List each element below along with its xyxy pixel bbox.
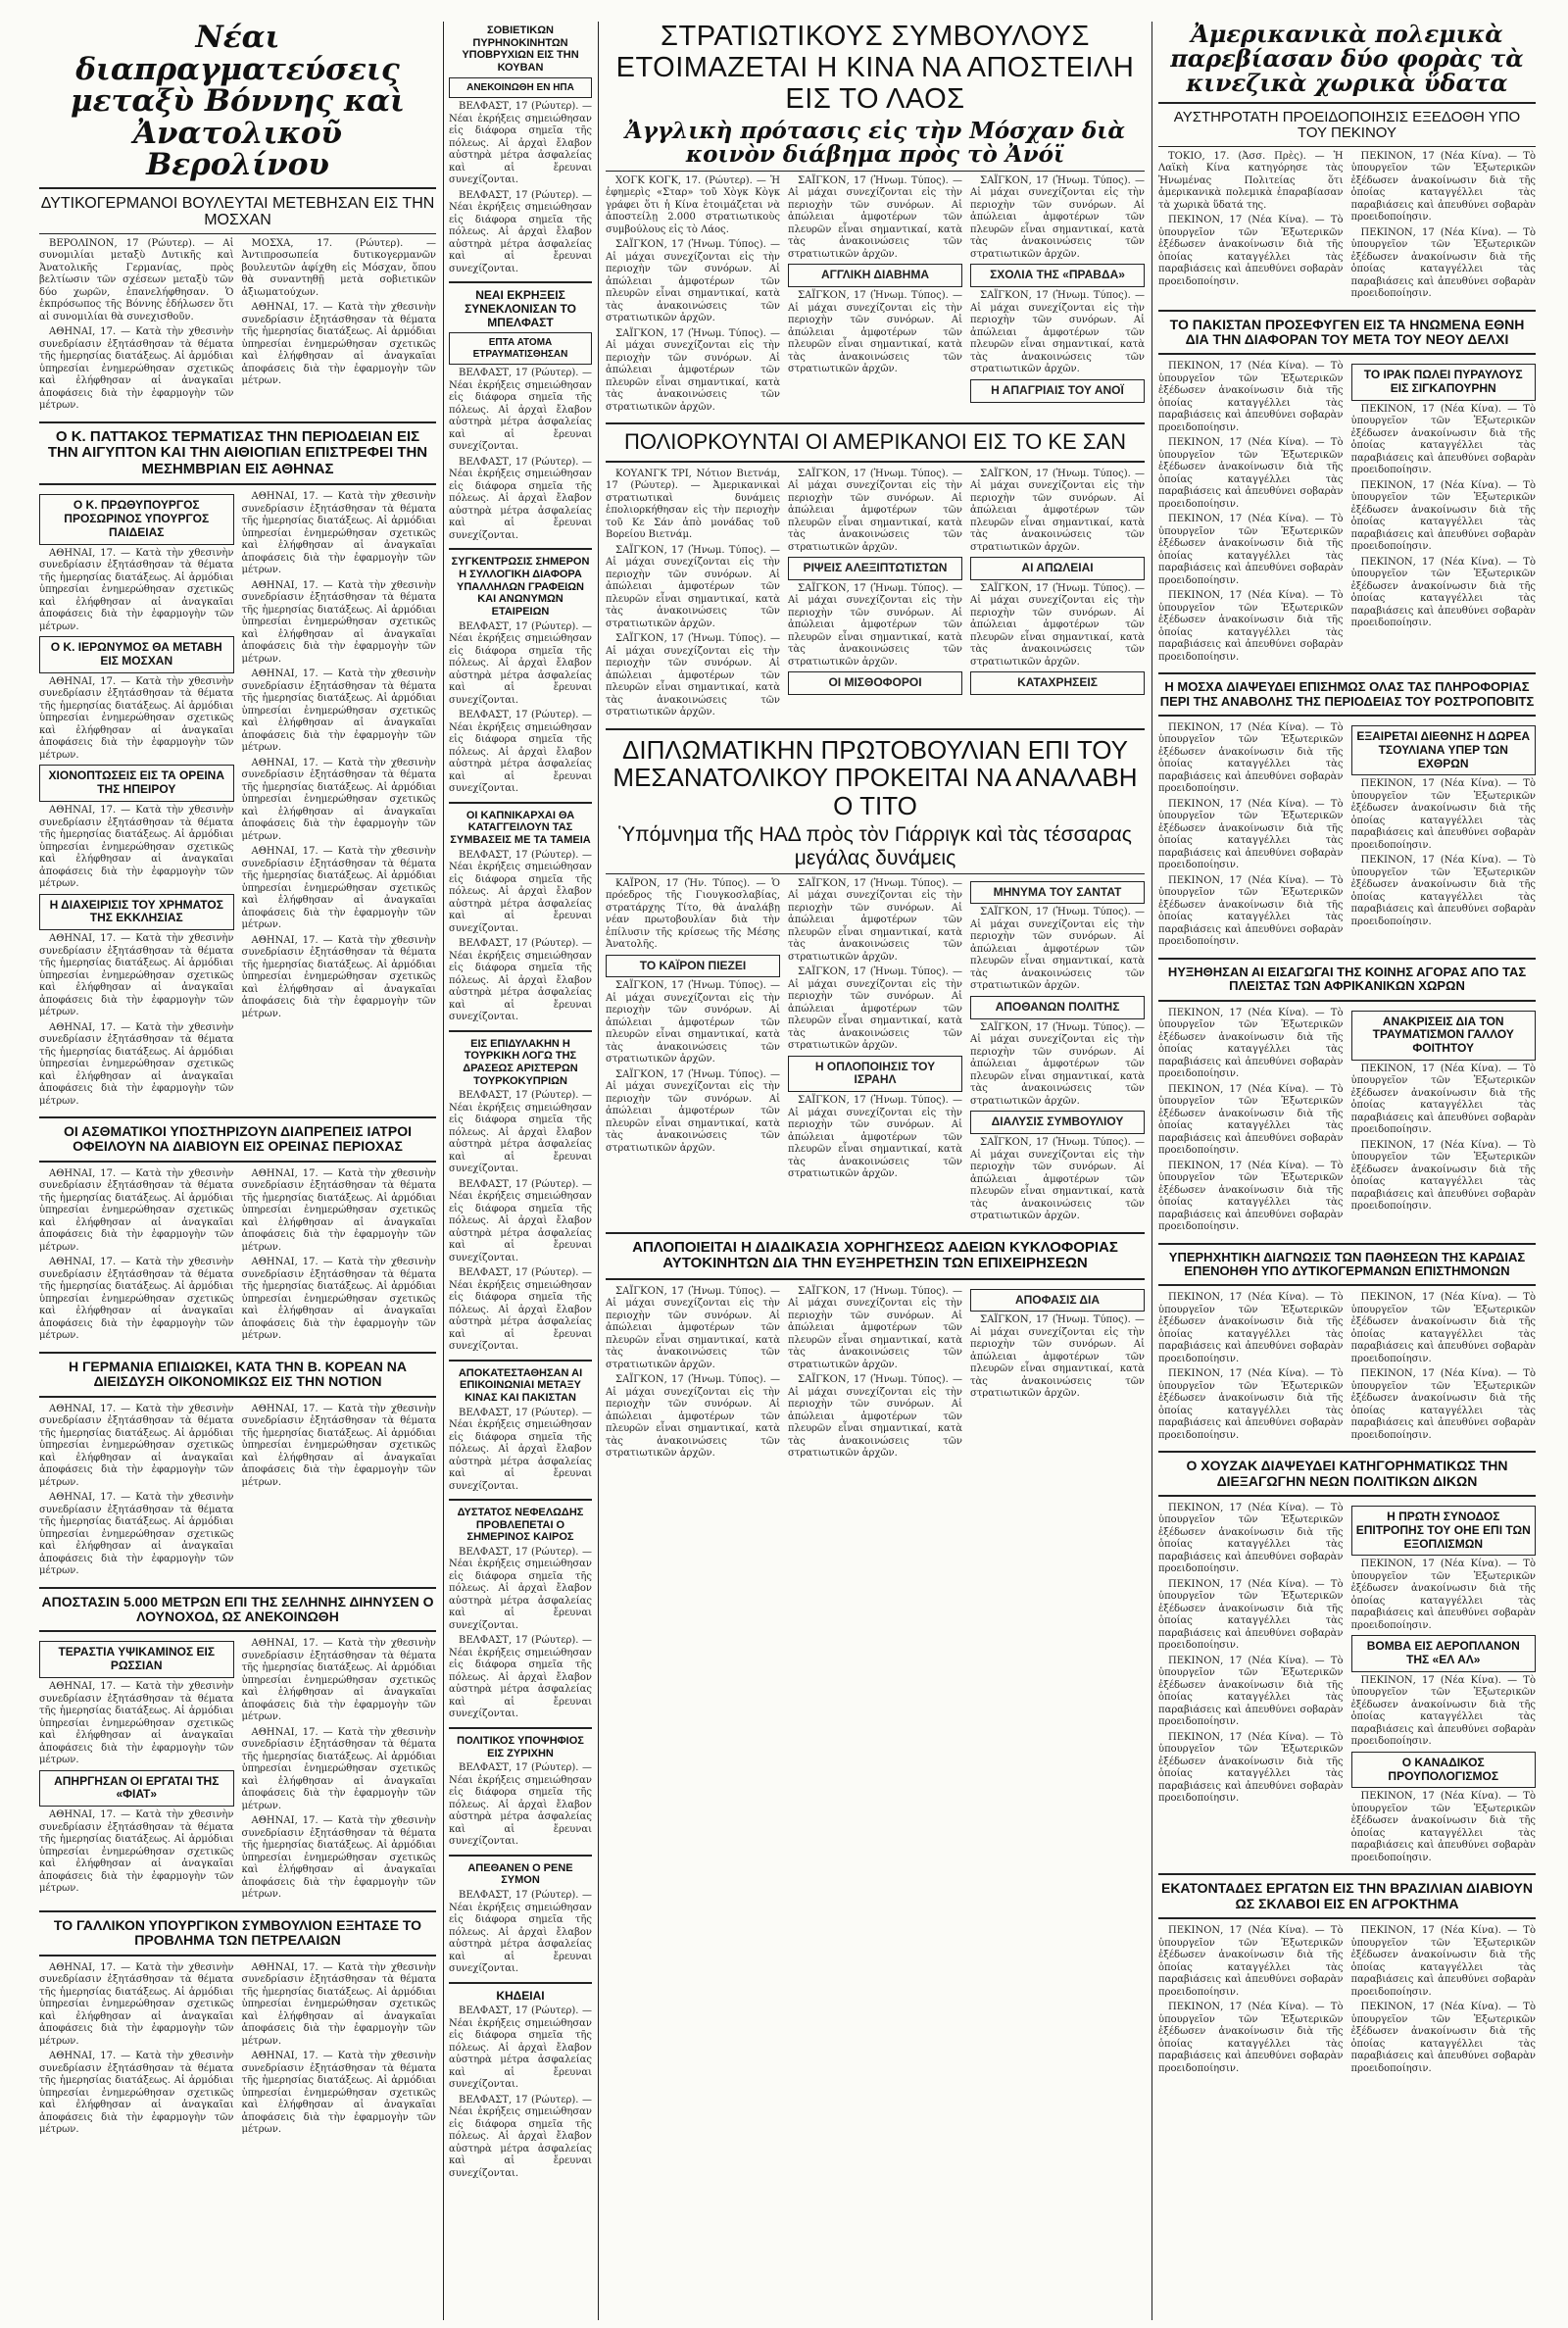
- article-text: ΒΕΛΦΑΣΤ, 17 (Ρώυτερ). — Νέαι ἐκρήξεις σημειώθησαν εἰς διάφορα σημεῖα τῆς πόλεως. Αἱ ἀρχαὶ ἔλαβον αὐστηρὰ μέτρα ἀσφαλείας καὶ αἱ ἔρευναι συνεχίζονται. ΒΕΛΦΑΣΤ, 17 (Ρώυτερ). — Νέαι ἐκρήξεις σημειώθησαν εἰς διάφορα σημεῖα τῆς πόλεως. Αἱ ἀρχαὶ ἔλαβον αὐστηρὰ μέτρα ἀσφαλείας καὶ αἱ ἔρευναι συνεχίζονται.: [449, 2006, 592, 2179]
- box-abuses: ΚΑΤΑΧΡΗΣΕΙΣ: [970, 671, 1145, 695]
- tito-headline: ΔΙΠΛΩΜΑΤΙΚΗΝ ΠΡΩΤΟΒΟΥΛΙΑΝ ΕΠΙ ΤΟΥ ΜΕΣΑΝΑΤΟΛΙΚΟΥ ΠΡΟΚΕΙΤΑΙ ΝΑ ΑΝΑΛΑΒΗ Ο ΤΙΤΟ: [612, 734, 1138, 820]
- box-sadat: ΜΗΝΥΜΑ ΤΟΥ ΣΑΝΤΑΤ: [970, 881, 1145, 905]
- tito-text-2: ΣΑΪΓΚΟΝ, 17 (Ἡνωμ. Τύπος). — Αἱ μάχαι συνεχίζονται εἰς τὴν περιοχὴν τῶν συνόρων. Αἱ ἀπώλειαι ἀμφοτέρων τῶν πλευρῶν εἶναι σημαντικαί, κατὰ τὰς ἀνακοινώσεις τῶν στρατιωτικῶν ἀρχῶν. ΣΑΪΓΚΟΝ, 17 (Ἡνωμ. Τύπος). — Αἱ μάχαι συνεχίζονται εἰς τὴν περιοχὴν τῶν συνόρων. Αἱ ἀπώλειαι ἀμφοτέρων τῶν πλευρῶν εἶναι σημαντικαί, κατὰ τὰς ἀνακοινώσεις τῶν στρατιωτικῶν ἀρχῶν. Η ΟΠΛΟΠΟΙΗΣΙΣ ΤΟΥ ΙΣΡΑΗΛ ΣΑΪΓΚΟΝ, 17 (Ἡνωμ. Τύπος). — Αἱ μάχαι συνεχίζονται εἰς τὴν περιοχὴν τῶν συνόρων. Αἱ ἀπώλειαι ἀμφοτέρων τῶν πλευρῶν εἶναι σημαντικαί, κατὰ τὰς ἀνακοινώσεις τῶν στρατιωτικῶν ἀρχῶν.: [788, 877, 962, 1180]
- imports-headline: ΗΥΞΗΘΗΣΑΝ ΑΙ ΕΙΣΑΓΩΓΑΙ ΤΗΣ ΚΟΙΝΗΣ ΑΓΟΡΑΣ ΑΠΟ ΤΑΣ ΠΛΕΙΣΤΑΣ ΤΩΝ ΑΦΡΙΚΑΝΙΚΩΝ ΧΩΡΩΝ: [1167, 964, 1527, 994]
- funerals-headline: ΚΗΔΕΙΑΙ: [496, 1988, 545, 2003]
- article-text: ΒΕΛΦΑΣΤ, 17 (Ρώυτερ). — Νέαι ἐκρήξεις σημειώθησαν εἰς διάφορα σημεῖα τῆς πόλεως. Αἱ ἀρχαὶ ἔλαβον αὐστηρὰ μέτρα ἀσφαλείας καὶ αἱ ἔρευναι συνεχίζονται.: [449, 1407, 592, 1492]
- warships-text-2: ΠΕΚΙΝΟΝ, 17 (Νέα Κίνα). — Τὸ ὑπουργεῖον τῶν Ἐξωτερικῶν ἐξέδωσεν ἀνακοίνωσιν διὰ τῆς ὁποίας καταγγέλλει τὰς παραβιάσεις καὶ ἀπευθύνει σοβαρὰν προειδοποίησιν. ΠΕΚΙΝΟΝ, 17 (Νέα Κίνα). — Τὸ ὑπουργεῖον τῶν Ἐξωτερικῶν ἐξέδωσεν ἀνακοίνωσιν διὰ τῆς ὁποίας καταγγέλλει τὰς παραβιάσεις καὶ ἀπευθύνει σοβαρὰν προειδοποίησιν.: [1350, 150, 1536, 300]
- pakistan-text: ΠΕΚΙΝΟΝ, 17 (Νέα Κίνα). — Τὸ ὑπουργεῖον τῶν Ἐξωτερικῶν ἐξέδωσεν ἀνακοίνωσιν διὰ τῆς ὁποίας καταγγέλλει τὰς παραβιάσεις καὶ ἀπευθύνει σοβαρὰν προειδοποίησιν. ΠΕΚΙΝΟΝ, 17 (Νέα Κίνα). — Τὸ ὑπουργεῖον τῶν Ἐξωτερικῶν ἐξέδωσεν ἀνακοίνωσιν διὰ τῆς ὁποίας καταγγέλλει τὰς παραβιάσεις καὶ ἀπευθύνει σοβαρὰν προειδοποίησιν. ΠΕΚΙΝΟΝ, 17 (Νέα Κίνα). — Τὸ ὑπουργεῖον τῶν Ἐξωτερικῶν ἐξέδωσεν ἀνακοίνωσιν διὰ τῆς ὁποίας καταγγέλλει τὰς παραβιάσεις καὶ ἀπευθύνει σοβαρὰν προειδοποίησιν. ΠΕΚΙΝΟΝ, 17 (Νέα Κίνα). — Τὸ ὑπουργεῖον τῶν Ἐξωτερικῶν ἐξέδωσεν ἀνακοίνωσιν διὰ τῆς ὁποίας καταγγέλλει τὰς παραβιάσεις καὶ ἀπευθύνει σοβαρὰν προειδοποίησιν.: [1158, 361, 1344, 663]
- lead-headline: Νέαι διαπραγματεύσεις μεταξὺ Βόννης καὶ Ἀνατολικοῦ Βερολίνου: [70, 22, 406, 183]
- box-un-committee: Η ΠΡΩΤΗ ΣΥΝΟΔΟΣ ΕΠΙΤΡΟΠΗΣ ΤΟΥ ΟΗΕ ΕΠΙ ΤΩΝ ΕΞΟΠΛΙΣΜΩΝ: [1351, 1506, 1537, 1556]
- asthma-text-2: ΑΘΗΝΑΙ, 17. — Κατὰ τὴν χθεσινὴν συνεδρίασιν ἐξητάσθησαν τὰ θέματα τῆς ἡμερησίας διατάξεως. Αἱ ἀρμόδιαι ὑπηρεσίαι ἐνημερώθησαν σχετικῶς καὶ ἐλήφθησαν αἱ ἀναγκαῖαι ἀποφάσεις διὰ τὴν ἐφαρμογὴν τῶν μέτρων. ΑΘΗΝΑΙ, 17. — Κατὰ τὴν χθεσινὴν συνεδρίασιν ἐξητάσθησαν τὰ θέματα τῆς ἡμερησίας διατάξεως. Αἱ ἀρμόδιαι ὑπηρεσίαι ἐνημερώθησαν σχετικῶς καὶ ἐλήφθησαν αἱ ἀναγκαῖαι ἀποφάσεις διὰ τὴν ἐφαρμογὴν τῶν μέτρων.: [241, 1167, 436, 1342]
- turkey-headline: ΕΙΣ ΕΠΙΔΥΛΑΚΗΝ Η ΤΟΥΡΚΙΚΗ ΛΟΓΩ ΤΗΣ ΔΡΑΣΕΩΣ ΑΡΙΣΤΕΡΩΝ ΤΟΥΡΚΟΚΥΠΡΙΩΝ: [463, 1037, 578, 1087]
- box-losses: ΑΙ ΑΠΩΛΕΙΑΙ: [970, 557, 1145, 580]
- warships-text: ΤΟΚΙΟ, 17. (Ἀσσ. Πρὲς). — Ἡ Λαϊκὴ Κίνα κατηγόρησε τὰς Ἡνωμένας Πολιτείας ὅτι ἀμερικανικὰ πολεμικὰ ἐπαραβίασαν τὰ χωρικὰ ὕδατά της. ΠΕΚΙΝΟΝ, 17 (Νέα Κίνα). — Τὸ ὑπουργεῖον τῶν Ἐξωτερικῶν ἐξέδωσεν ἀνακοίνωσιν διὰ τῆς ὁποίας καταγγέλλει τὰς παραβιάσεις καὶ ἀπευθύνει σοβαρὰν προειδοποίησιν.: [1158, 150, 1344, 287]
- box-israel-arms: Η ΟΠΛΟΠΟΙΗΣΙΣ ΤΟΥ ΙΣΡΑΗΛ: [788, 1056, 962, 1093]
- china-laos-text-3: ΣΑΪΓΚΟΝ, 17 (Ἡνωμ. Τύπος). — Αἱ μάχαι συνεχίζονται εἰς τὴν περιοχὴν τῶν συνόρων. Αἱ ἀπώλειαι ἀμφοτέρων τῶν πλευρῶν εἶναι σημαντικαί, κατὰ τὰς ἀνακοινώσεις τῶν στρατιωτικῶν ἀρχῶν. ΣΧΟΛΙΑ ΤΗΣ «ΠΡΑΒΔΑ» ΣΑΪΓΚΟΝ, 17 (Ἡνωμ. Τύπος). — Αἱ μάχαι συνεχίζονται εἰς τὴν περιοχὴν τῶν συνόρων. Αἱ ἀπώλειαι ἀμφοτέρων τῶν πλευρῶν εἶναι σημαντικαί, κατὰ τὰς ἀνακοινώσεις τῶν στρατιωτικῶν ἀρχῶν. Η ΑΠΑΓΡΙΑΙΣ ΤΟΥ ΑΝΟΪ: [970, 175, 1145, 418]
- tito-text-3: ΜΗΝΥΜΑ ΤΟΥ ΣΑΝΤΑΤ ΣΑΪΓΚΟΝ, 17 (Ἡνωμ. Τύπος). — Αἱ μάχαι συνεχίζονται εἰς τὴν περιοχὴν τῶν συνόρων. Αἱ ἀπώλειαι ἀμφοτέρων τῶν πλευρῶν εἶναι σημαντικαί, κατὰ τὰς ἀνακοινώσεις τῶν στρατιωτικῶν ἀρχῶν. ΑΠΟΘΑΝΩΝ ΠΟΛΙΤΗΣ ΣΑΪΓΚΟΝ, 17 (Ἡνωμ. Τύπος). — Αἱ μάχαι συνεχίζονται εἰς τὴν περιοχὴν τῶν συνόρων. Αἱ ἀπώλειαι ἀμφοτέρων τῶν πλευρῶν εἶναι σημαντικαί, κατὰ τὰς ἀνακοινώσεις τῶν στρατιωτικῶν ἀρχῶν. ΔΙΑΛΥΣΙΣ ΣΥΜΒΟΥΛΙΟΥ ΣΑΪΓΚΟΝ, 17 (Ἡνωμ. Τύπος). — Αἱ μάχαι συνεχίζονται εἰς τὴν περιοχὴν τῶν συνόρων. Αἱ ἀπώλειαι ἀμφοτέρων τῶν πλευρῶν εἶναι σημαντικαί, κατὰ τὰς ἀνακοινώσεις τῶν στρατιωτικῶν ἀρχῶν.: [970, 878, 1145, 1226]
- heart-text: ΠΕΚΙΝΟΝ, 17 (Νέα Κίνα). — Τὸ ὑπουργεῖον τῶν Ἐξωτερικῶν ἐξέδωσεν ἀνακοίνωσιν διὰ τῆς ὁποίας καταγγέλλει τὰς παραβιάσεις καὶ ἀπευθύνει σοβαρὰν προειδοποίησιν. ΠΕΚΙΝΟΝ, 17 (Νέα Κίνα). — Τὸ ὑπουργεῖον τῶν Ἐξωτερικῶν ἐξέδωσεν ἀνακοίνωσιν διὰ τῆς ὁποίας καταγγέλλει τὰς παραβιάσεις καὶ ἀπευθύνει σοβαρὰν προειδοποίησιν.: [1158, 1292, 1344, 1441]
- box-british-demarche: ΑΓΓΛΙΚΗ ΔΙΑΒΗΜΑ: [788, 264, 962, 287]
- box-hanoi: Η ΑΠΑΓΡΙΑΙΣ ΤΟΥ ΑΝΟΪ: [970, 379, 1145, 403]
- article-text: ΑΘΗΝΑΙ, 17. — Κατὰ τὴν χθεσινὴν συνεδρίασιν ἐξητάσθησαν τὰ θέματα τῆς ἡμερησίας διατάξεως. Αἱ ἀρμόδιαι ὑπηρεσίαι ἐνημερώθησαν σχετικῶς καὶ ἐλήφθησαν αἱ ἀναγκαῖαι ἀποφάσεις διὰ τὴν ἐφαρμογὴν τῶν μέτρων.: [39, 675, 234, 761]
- box-injured: ΕΠΤΑ ΑΤΟΜΑ ΕΤΡΑΥΜΑΤΙΣΘΗΣΑΝ: [449, 332, 592, 365]
- moon-headline: ΑΠΟΣΤΑΣΙΝ 5.000 ΜΕΤΡΩΝ ΕΠΙ ΤΗΣ ΣΕΛΗΝΗΣ ΔΙΗΝΥΣΕΝ Ο ΛΟΥΝΟΧΟΔ, ΩΣ ΑΝΕΚΟΙΝΩΘΗ: [41, 1593, 434, 1625]
- article-text: ΑΘΗΝΑΙ, 17. — Κατὰ τὴν χθεσινὴν συνεδρίασιν ἐξητάσθησαν τὰ θέματα τῆς ἡμερησίας διατάξεως. Αἱ ἀρμόδιαι ὑπηρεσίαι ἐνημερώθησαν σχετικῶς καὶ ἐλήφθησαν αἱ ἀναγκαῖαι ἀποφάσεις διὰ τὴν ἐφαρμογὴν τῶν μέτρων.: [39, 805, 234, 889]
- rostropovich-headline: Η ΜΟΣΧΑ ΔΙΑΨΕΥΔΕΙ ΕΠΙΣΗΜΩΣ ΟΛΑΣ ΤΑΣ ΠΛΗΡΟΦΟΡΙΑΣ ΠΕΡΙ ΤΗΣ ΑΝΑΒΟΛΗΣ ΤΗΣ ΠΕΡΙΟΔΕΙΑΣ ΤΟΥ ΡΟΣΤΡΟΠΟΒΙΤΣ: [1159, 679, 1535, 709]
- box-pravda: ΣΧΟΛΙΑ ΤΗΣ «ΠΡΑΒΔΑ»: [970, 264, 1145, 287]
- article-text: ΠΕΚΙΝΟΝ, 17 (Νέα Κίνα). — Τὸ ὑπουργεῖον τῶν Ἐξωτερικῶν ἐξέδωσεν ἀνακοίνωσιν διὰ τῆς ὁποίας καταγγέλλει τὰς παραβιάσεις καὶ ἀπευθύνει σοβαρὰν προειδοποίησιν. ΠΕΚΙΝΟΝ, 17 (Νέα Κίνα). — Τὸ ὑπουργεῖον τῶν Ἐξωτερικῶν ἐξέδωσεν ἀνακοίνωσιν διὰ τῆς ὁποίας καταγγέλλει τὰς παραβιάσεις καὶ ἀπευθύνει σοβαρὰν προειδοποίησιν.: [1350, 1063, 1536, 1213]
- lead-subheadline: ΔΥΤΙΚΟΓΕΡΜΑΝΟΙ ΒΟΥΛΕΥΤΑΙ ΜΕΤΕΒΗΣΑΝ ΕΙΣ ΤΗΝ ΜΟΣΧΑΝ: [40, 194, 435, 229]
- box-decision: ΑΠΟΦΑΣΙΣ ΔΙΑ: [970, 1289, 1145, 1313]
- zurich-headline: ΠΟΛΙΤΙΚΟΣ ΥΠΟΨΗΦΙΟΣ ΕΙΣ ΖΥΡΙΧΗΝ: [457, 1734, 584, 1759]
- oil-text: ΑΘΗΝΑΙ, 17. — Κατὰ τὴν χθεσινὴν συνεδρίασιν ἐξητάσθησαν τὰ θέματα τῆς ἡμερησίας διατάξεως. Αἱ ἀρμόδιαι ὑπηρεσίαι ἐνημερώθησαν σχετικῶς καὶ ἐλήφθησαν αἱ ἀναγκαῖαι ἀποφάσεις διὰ τὴν ἐφαρμογὴν τῶν μέτρων. ΑΘΗΝΑΙ, 17. — Κατὰ τὴν χθεσινὴν συνεδρίασιν ἐξητάσθησαν τὰ θέματα τῆς ἡμερησίας διατάξεως. Αἱ ἀρμόδιαι ὑπηρεσίαι ἐνημερώθησαν σχετικῶς καὶ ἐλήφθησαν αἱ ἀναγκαῖαι ἀποφάσεις διὰ τὴν ἐφαρμογὴν τῶν μέτρων.: [39, 1961, 234, 2136]
- khe-sanh-headline: ΠΟΛΙΟΡΚΟΥΝΤΑΙ ΟΙ ΑΜΕΡΙΚΑΝΟΙ ΕΙΣ ΤΟ ΚΕ ΣΑΝ: [623, 429, 1126, 455]
- box-ieronymos: Ο Κ. ΙΕΡΩΝΥΜΟΣ ΘΑ ΜΕΤΑΒΗ ΕΙΣ ΜΟΣΧΑΝ: [39, 636, 234, 673]
- moon-text: ΑΘΗΝΑΙ, 17. — Κατὰ τὴν χθεσινὴν συνεδρίασιν ἐξητάσθησαν τὰ θέματα τῆς ἡμερησίας διατάξεως. Αἱ ἀρμόδιαι ὑπηρεσίαι ἐνημερώθησαν σχετικῶς καὶ ἐλήφθησαν αἱ ἀναγκαῖαι ἀποφάσεις διὰ τὴν ἐφαρμογὴν τῶν μέτρων. ΑΘΗΝΑΙ, 17. — Κατὰ τὴν χθεσινὴν συνεδρίασιν ἐξητάσθησαν τὰ θέματα τῆς ἡμερησίας διατάξεως. Αἱ ἀρμόδιαι ὑπηρεσίαι ἐνημερώθησαν σχετικῶς καὶ ἐλήφθησαν αἱ ἀναγκαῖαι ἀποφάσεις διὰ τὴν ἐφαρμογὴν τῶν μέτρων. ΑΘΗΝΑΙ, 17. — Κατὰ τὴν χθεσινὴν συνεδρίασιν ἐξητάσθησαν τὰ θέματα τῆς ἡμερησίας διατάξεως. Αἱ ἀρμόδιαι ὑπηρεσίαι ἐνημερώθησαν σχετικῶς καὶ ἐλήφθησαν αἱ ἀναγκαῖαι ἀποφάσεις διὰ τὴν ἐφαρμογὴν τῶν μέτρων.: [241, 1638, 436, 1901]
- article-text: ΒΕΛΦΑΣΤ, 17 (Ρώυτερ). — Νέαι ἐκρήξεις σημειώθησαν εἰς διάφορα σημεῖα τῆς πόλεως. Αἱ ἀρχαὶ ἔλαβον αὐστηρὰ μέτρα ἀσφαλείας καὶ αἱ ἔρευναι συνεχίζονται. ΒΕΛΦΑΣΤ, 17 (Ρώυτερ). — Νέαι ἐκρήξεις σημειώθησαν εἰς διάφορα σημεῖα τῆς πόλεως. Αἱ ἀρχαὶ ἔλαβον αὐστηρὰ μέτρα ἀσφαλείας καὶ αἱ ἔρευναι συνεχίζονται. ΒΕΛΦΑΣΤ, 17 (Ρώυτερ). — Νέαι ἐκρήξεις σημειώθησαν εἰς διάφορα σημεῖα τῆς πόλεως. Αἱ ἀρχαὶ ἔλαβον αὐστηρὰ μέτρα ἀσφαλείας καὶ αἱ ἔρευναι συνεχίζονται.: [449, 1090, 592, 1353]
- heart-headline: ΥΠΕΡΗΧΗΤΙΚΗ ΔΙΑΓΝΩΣΙΣ ΤΩΝ ΠΑΘΗΣΕΩΝ ΤΗΣ ΚΑΡΔΙΑΣ ΕΠΕΝΟΗΘΗ ΥΠΟ ΔΥΤΙΚΟΓΕΡΜΑΝΩΝ ΕΠΙΣΤΗΜΟΝΩΝ: [1168, 1249, 1526, 1278]
- khe-sanh-text-3: ΣΑΪΓΚΟΝ, 17 (Ἡνωμ. Τύπος). — Αἱ μάχαι συνεχίζονται εἰς τὴν περιοχὴν τῶν συνόρων. Αἱ ἀπώλειαι ἀμφοτέρων τῶν πλευρῶν εἶναι σημαντικαί, κατὰ τὰς ἀνακοινώσεις τῶν στρατιωτικῶν ἀρχῶν. ΑΙ ΑΠΩΛΕΙΑΙ ΣΑΪΓΚΟΝ, 17 (Ἡνωμ. Τύπος). — Αἱ μάχαι συνεχίζονται εἰς τὴν περιοχὴν τῶν συνόρων. Αἱ ἀπώλειαι ἀμφοτέρων τῶν πλευρῶν εἶναι σημαντικαί, κατὰ τὰς ἀνακοινώσεις τῶν στρατιωτικῶν ἀρχῶν. ΚΑΤΑΧΡΗΣΕΙΣ: [970, 469, 1145, 722]
- article-text: ΑΘΗΝΑΙ, 17. — Κατὰ τὴν χθεσινὴν συνεδρίασιν ἐξητάσθησαν τὰ θέματα τῆς ἡμερησίας διατάξεως. Αἱ ἀρμόδιαι ὑπηρεσίαι ἐνημερώθησαν σχετικῶς καὶ ἐλήφθησαν αἱ ἀναγκαῖαι ἀποφάσεις διὰ τὴν ἐφαρμογὴν τῶν μέτρων.: [39, 1681, 234, 1766]
- article-text: ΒΕΛΦΑΣΤ, 17 (Ρώυτερ). — Νέαι ἐκρήξεις σημειώθησαν εἰς διάφορα σημεῖα τῆς πόλεως. Αἱ ἀρχαὶ ἔλαβον αὐστηρὰ μέτρα ἀσφαλείας καὶ αἱ ἔρευναι συνεχίζονται.: [449, 1890, 592, 1975]
- column-left: [39, 22, 436, 2320]
- box-mercenaries: ΟΙ ΜΙΣΘΟΦΟΡΟΙ: [788, 671, 962, 695]
- tobacco-headline: ΟΙ ΚΑΠΝΙΚΑΡΧΑΙ ΘΑ ΚΑΤΑΓΓΕΙΛΟΥΝ ΤΑΣ ΣΥΜΒΑΣΕΙΣ ΜΕ ΤΑ ΤΑΜΕΙΑ: [450, 809, 591, 846]
- pattakos-text: ΑΘΗΝΑΙ, 17. — Κατὰ τὴν χθεσινὴν συνεδρίασιν ἐξητάσθησαν τὰ θέματα τῆς ἡμερησίας διατάξεως. Αἱ ἀρμόδιαι ὑπηρεσίαι ἐνημερώθησαν σχετικῶς καὶ ἐλήφθησαν αἱ ἀναγκαῖαι ἀποφάσεις διὰ τὴν ἐφαρμογὴν τῶν μέτρων. ΑΘΗΝΑΙ, 17. — Κατὰ τὴν χθεσινὴν συνεδρίασιν ἐξητάσθησαν τὰ θέματα τῆς ἡμερησίας διατάξεως. Αἱ ἀρμόδιαι ὑπηρεσίαι ἐνημερώθησαν σχετικῶς καὶ ἐλήφθησαν αἱ ἀναγκαῖαι ἀποφάσεις διὰ τὴν ἐφαρμογὴν τῶν μέτρων. ΑΘΗΝΑΙ, 17. — Κατὰ τὴν χθεσινὴν συνεδρίασιν ἐξητάσθησαν τὰ θέματα τῆς ἡμερησίας διατάξεως. Αἱ ἀρμόδιαι ὑπηρεσίαι ἐνημερώθησαν σχετικῶς καὶ ἐλήφθησαν αἱ ἀναγκαῖαι ἀποφάσεις διὰ τὴν ἐφαρμογὴν τῶν μέτρων. ΑΘΗΝΑΙ, 17. — Κατὰ τὴν χθεσινὴν συνεδρίασιν ἐξητάσθησαν τὰ θέματα τῆς ἡμερησίας διατάξεως. Αἱ ἀρμόδιαι ὑπηρεσίαι ἐνημερώθησαν σχετικῶς καὶ ἐλήφθησαν αἱ ἀναγκαῖαι ἀποφάσεις διὰ τὴν ἐφαρμογὴν τῶν μέτρων. ΑΘΗΝΑΙ, 17. — Κατὰ τὴν χθεσινὴν συνεδρίασιν ἐξητάσθησαν τὰ θέματα τῆς ἡμερησίας διατάξεως. Αἱ ἀρμόδιαι ὑπηρεσίαι ἐνημερώθησαν σχετικῶς καὶ ἐλήφθησαν αἱ ἀναγκαῖαι ἀποφάσεις διὰ τὴν ἐφαρμογὴν τῶν μέτρων. ΑΘΗΝΑΙ, 17. — Κατὰ τὴν χθεσινὴν συνεδρίασιν ἐξητάσθησαν τὰ θέματα τῆς ἡμερησίας διατάξεως. Αἱ ἀρμόδιαι ὑπηρεσίαι ἐνημερώθησαν σχετικῶς καὶ ἐλήφθησαν αἱ ἀναγκαῖαι ἀποφάσεις διὰ τὴν ἐφαρμογὴν τῶν μέτρων.: [241, 491, 436, 1019]
- box-el-al-bomb: ΒΟΜΒΑ ΕΙΣ ΑΕΡΟΠΛΑΝΟΝ ΤΗΣ «ΕΛ ΑΛ»: [1351, 1635, 1537, 1672]
- box-student: ΑΝΑΚΡΙΣΕΙΣ ΔΙΑ ΤΟΝ ΤΡΑΥΜΑΤΙΣΜΟΝ ΓΑΛΛΟΥ ΦΟΙΤΗΤΟΥ: [1351, 1011, 1537, 1061]
- china-laos-text-2: ΣΑΪΓΚΟΝ, 17 (Ἡνωμ. Τύπος). — Αἱ μάχαι συνεχίζονται εἰς τὴν περιοχὴν τῶν συνόρων. Αἱ ἀπώλειαι ἀμφοτέρων τῶν πλευρῶν εἶναι σημαντικαί, κατὰ τὰς ἀνακοινώσεις τῶν στρατιωτικῶν ἀρχῶν. ΑΓΓΛΙΚΗ ΔΙΑΒΗΜΑ ΣΑΪΓΚΟΝ, 17 (Ἡνωμ. Τύπος). — Αἱ μάχαι συνεχίζονται εἰς τὴν περιοχὴν τῶν συνόρων. Αἱ ἀπώλειαι ἀμφοτέρων τῶν πλευρῶν εἶναι σημαντικαί, κατὰ τὰς ἀνακοινώσεις τῶν στρατιωτικῶν ἀρχῶν.: [788, 174, 962, 375]
- license-text: ΣΑΪΓΚΟΝ, 17 (Ἡνωμ. Τύπος). — Αἱ μάχαι συνεχίζονται εἰς τὴν περιοχὴν τῶν συνόρων. Αἱ ἀπώλειαι ἀμφοτέρων τῶν πλευρῶν εἶναι σημαντικαί, κατὰ τὰς ἀνακοινώσεις τῶν στρατιωτικῶν ἀρχῶν. ΣΑΪΓΚΟΝ, 17 (Ἡνωμ. Τύπος). — Αἱ μάχαι συνεχίζονται εἰς τὴν περιοχὴν τῶν συνόρων. Αἱ ἀπώλειαι ἀμφοτέρων τῶν πλευρῶν εἶναι σημαντικαί, κατὰ τὰς ἀνακοινώσεις τῶν στρατιωτικῶν ἀρχῶν.: [606, 1285, 780, 1459]
- khe-sanh-text-2: ΣΑΪΓΚΟΝ, 17 (Ἡνωμ. Τύπος). — Αἱ μάχαι συνεχίζονται εἰς τὴν περιοχὴν τῶν συνόρων. Αἱ ἀπώλειαι ἀμφοτέρων τῶν πλευρῶν εἶναι σημαντικαί, κατὰ τὰς ἀνακοινώσεις τῶν στρατιωτικῶν ἀρχῶν. ΡΙΨΕΙΣ ΑΛΕΞΙΠΤΩΤΙΣΤΩΝ ΣΑΪΓΚΟΝ, 17 (Ἡνωμ. Τύπος). — Αἱ μάχαι συνεχίζονται εἰς τὴν περιοχὴν τῶν συνόρων. Αἱ ἀπώλειαι ἀμφοτέρων τῶν πλευρῶν εἶναι σημαντικαί, κατὰ τὰς ἀνακοινώσεις τῶν στρατιωτικῶν ἀρχῶν. ΟΙ ΜΙΣΘΟΦΟΡΟΙ: [788, 469, 962, 722]
- rostropovich-text: ΠΕΚΙΝΟΝ, 17 (Νέα Κίνα). — Τὸ ὑπουργεῖον τῶν Ἐξωτερικῶν ἐξέδωσεν ἀνακοίνωσιν διὰ τῆς ὁποίας καταγγέλλει τὰς παραβιάσεις καὶ ἀπευθύνει σοβαρὰν προειδοποίησιν. ΠΕΚΙΝΟΝ, 17 (Νέα Κίνα). — Τὸ ὑπουργεῖον τῶν Ἐξωτερικῶν ἐξέδωσεν ἀνακοίνωσιν διὰ τῆς ὁποίας καταγγέλλει τὰς παραβιάσεις καὶ ἀπευθύνει σοβαρὰν προειδοποίησιν. ΠΕΚΙΝΟΝ, 17 (Νέα Κίνα). — Τὸ ὑπουργεῖον τῶν Ἐξωτερικῶν ἐξέδωσεν ἀνακοίνωσιν διὰ τῆς ὁποίας καταγγέλλει τὰς παραβιάσεις καὶ ἀπευθύνει σοβαρὰν προειδοποίησιν.: [1158, 721, 1344, 948]
- asthma-headline: ΟΙ ΑΣΘΜΑΤΙΚΟΙ ΥΠΟΣΤΗΡΙΖΟΥΝ ΔΙΑΠΡΕΠΕΙΣ ΙΑΤΡΟΙ ΟΦΕΙΛΟΥΝ ΝΑ ΔΙΑΒΙΟΥΝ ΕΙΣ ΟΡΕΙΝΑΣ ΠΕΡΙΟΧΑΣ: [64, 1123, 412, 1155]
- germany-text: ΑΘΗΝΑΙ, 17. — Κατὰ τὴν χθεσινὴν συνεδρίασιν ἐξητάσθησαν τὰ θέματα τῆς ἡμερησίας διατάξεως. Αἱ ἀρμόδιαι ὑπηρεσίαι ἐνημερώθησαν σχετικῶς καὶ ἐλήφθησαν αἱ ἀναγκαῖαι ἀποφάσεις διὰ τὴν ἐφαρμογὴν τῶν μέτρων. ΑΘΗΝΑΙ, 17. — Κατὰ τὴν χθεσινὴν συνεδρίασιν ἐξητάσθησαν τὰ θέματα τῆς ἡμερησίας διατάξεως. Αἱ ἀρμόδιαι ὑπηρεσίαι ἐνημερώθησαν σχετικῶς καὶ ἐλήφθησαν αἱ ἀναγκαῖαι ἀποφάσεις διὰ τὴν ἐφαρμογὴν τῶν μέτρων.: [39, 1403, 234, 1577]
- article-text: ΑΘΗΝΑΙ, 17. — Κατὰ τὴν χθεσινὴν συνεδρίασιν ἐξητάσθησαν τὰ θέματα τῆς ἡμερησίας διατάξεως. Αἱ ἀρμόδιαι ὑπηρεσίαι ἐνημερώθησαν σχετικῶς καὶ ἐλήφθησαν αἱ ἀναγκαῖαι ἀποφάσεις διὰ τὴν ἐφαρμογὴν τῶν μέτρων.: [39, 1809, 234, 1895]
- article-text: ΑΘΗΝΑΙ, 17. — Κατὰ τὴν χθεσινὴν συνεδρίασιν ἐξητάσθησαν τὰ θέματα τῆς ἡμερησίας διατάξεως. Αἱ ἀρμόδιαι ὑπηρεσίαι ἐνημερώθησαν σχετικῶς καὶ ἐλήφθησαν αἱ ἀναγκαῖαι ἀποφάσεις διὰ τὴν ἐφαρμογὴν τῶν μέτρων. ΑΘΗΝΑΙ, 17. — Κατὰ τὴν χθεσινὴν συνεδρίασιν ἐξητάσθησαν τὰ θέματα τῆς ἡμερησίας διατάξεως. Αἱ ἀρμόδιαι ὑπηρεσίαι ἐνημερώθησαν σχετικῶς καὶ ἐλήφθησαν αἱ ἀναγκαῖαι ἀποφάσεις διὰ τὴν ἐφαρμογὴν τῶν μέτρων.: [39, 933, 234, 1107]
- brazil-headline: ΕΚΑΤΟΝΤΑΔΕΣ ΕΡΓΑΤΩΝ ΕΙΣ ΤΗΝ ΒΡΑΖΙΛΙΑΝ ΔΙΑΒΙΟΥΝ ΩΣ ΣΚΛΑΒΟΙ ΕΙΣ ΕΝ ΑΓΡΟΚΤΗΜΑ: [1160, 1880, 1534, 1911]
- box-iraq-missiles: ΤΟ ΙΡΑΚ ΠΩΛΕΙ ΠΥΡΑΥΛΟΥΣ ΕΙΣ ΣΙΓΚΑΠΟΥΡΗΝ: [1351, 364, 1537, 401]
- tito-text: ΚΑΪΡΟΝ, 17 (Ἡν. Τύπος). — Ὁ πρόεδρος τῆς Γιουγκοσλαβίας, στρατάρχης Τίτο, θὰ ἀναλάβῃ νέαν πρωτοβουλίαν διὰ τὴν ἐπίλυσιν τῆς κρίσεως τῆς Μέσης Ἀνατολῆς. ΤΟ ΚΑΪΡΟΝ ΠΙΕΖΕΙ ΣΑΪΓΚΟΝ, 17 (Ἡνωμ. Τύπος). — Αἱ μάχαι συνεχίζονται εἰς τὴν περιοχὴν τῶν συνόρων. Αἱ ἀπώλειαι ἀμφοτέρων τῶν πλευρῶν εἶναι σημαντικαί, κατὰ τὰς ἀνακοινώσεις τῶν στρατιωτικῶν ἀρχῶν. ΣΑΪΓΚΟΝ, 17 (Ἡνωμ. Τύπος). — Αἱ μάχαι συνεχίζονται εἰς τὴν περιοχὴν τῶν συνόρων. Αἱ ἀπώλειαι ἀμφοτέρων τῶν πλευρῶν εἶναι σημαντικαί, κατὰ τὰς ἀνακοινώσεις τῶν στρατιωτικῶν ἀρχῶν.: [606, 877, 780, 1154]
- rene-headline: ΑΠΕΘΑΝΕΝ Ο ΡΕΝΕ ΣΥΜΟΝ: [467, 1861, 573, 1887]
- brazil-text-2: ΠΕΚΙΝΟΝ, 17 (Νέα Κίνα). — Τὸ ὑπουργεῖον τῶν Ἐξωτερικῶν ἐξέδωσεν ἀνακοίνωσιν διὰ τῆς ὁποίας καταγγέλλει τὰς παραβιάσεις καὶ ἀπευθύνει σοβαρὰν προειδοποίησιν. ΠΕΚΙΝΟΝ, 17 (Νέα Κίνα). — Τὸ ὑπουργεῖον τῶν Ἐξωτερικῶν ἐξέδωσεν ἀνακοίνωσιν διὰ τῆς ὁποίας καταγγέλλει τὰς παραβιάσεις καὶ ἀπευθύνει σοβαρὰν προειδοποίησιν.: [1350, 1925, 1536, 2074]
- asthma-text: ΑΘΗΝΑΙ, 17. — Κατὰ τὴν χθεσινὴν συνεδρίασιν ἐξητάσθησαν τὰ θέματα τῆς ἡμερησίας διατάξεως. Αἱ ἀρμόδιαι ὑπηρεσίαι ἐνημερώθησαν σχετικῶς καὶ ἐλήφθησαν αἱ ἀναγκαῖαι ἀποφάσεις διὰ τὴν ἐφαρμογὴν τῶν μέτρων. ΑΘΗΝΑΙ, 17. — Κατὰ τὴν χθεσινὴν συνεδρίασιν ἐξητάσθησαν τὰ θέματα τῆς ἡμερησίας διατάξεως. Αἱ ἀρμόδιαι ὑπηρεσίαι ἐνημερώθησαν σχετικῶς καὶ ἐλήφθησαν αἱ ἀναγκαῖαι ἀποφάσεις διὰ τὴν ἐφαρμογὴν τῶν μέτρων.: [39, 1167, 234, 1342]
- column-center: [606, 22, 1145, 2320]
- lead-text-2: ΜΟΣΧΑ, 17. (Ρώυτερ). — Ἀντιπροσωπεία δυτικογερμανῶν βουλευτῶν ἀφίχθη εἰς Μόσχαν, ὅπου θὰ συναντηθῇ μετὰ σοβιετικῶν ἀξιωματούχων. ΑΘΗΝΑΙ, 17. — Κατὰ τὴν χθεσινὴν συνεδρίασιν ἐξητάσθησαν τὰ θέματα τῆς ἡμερησίας διατάξεως. Αἱ ἀρμόδιαι ὑπηρεσίαι ἐνημερώθησαν σχετικῶς καὶ ἐλήφθησαν αἱ ἀναγκαῖαι ἀποφάσεις διὰ τὴν ἐφαρμογὴν τῶν μέτρων.: [241, 237, 436, 387]
- article-text: ΠΕΚΙΝΟΝ, 17 (Νέα Κίνα). — Τὸ ὑπουργεῖον τῶν Ἐξωτερικῶν ἐξέδωσεν ἀνακοίνωσιν διὰ τῆς ὁποίας καταγγέλλει τὰς παραβιάσεις καὶ ἀπευθύνει σοβαρὰν προειδοποίησιν. ΠΕΚΙΝΟΝ, 17 (Νέα Κίνα). — Τὸ ὑπουργεῖον τῶν Ἐξωτερικῶν ἐξέδωσεν ἀνακοίνωσιν διὰ τῆς ὁποίας καταγγέλλει τὰς παραβιάσεις καὶ ἀπευθύνει σοβαρὰν προειδοποίησιν. ΠΕΚΙΝΟΝ, 17 (Νέα Κίνα). — Τὸ ὑπουργεῖον τῶν Ἐξωτερικῶν ἐξέδωσεν ἀνακοίνωσιν διὰ τῆς ὁποίας καταγγέλλει τὰς παραβιάσεις καὶ ἀπευθύνει σοβαρὰν προειδοποίησιν.: [1350, 403, 1536, 629]
- box-donation: ΕΞΑΙΡΕΤΑΙ ΔΙΕΘΝΗΣ Η ΔΩΡΕΑ ΤΣΟΥΛΙΑΝΑ ΥΠΕΡ ΤΩΝ ΕΧΘΡΩΝ: [1351, 725, 1537, 775]
- oil-headline: ΤΟ ΓΑΛΛΙΚΟΝ ΥΠΟΥΡΓΙΚΟΝ ΣΥΜΒΟΥΛΙΟΝ ΕΞΗΤΑΣΕ ΤΟ ΠΡΟΒΛΗΜΑ ΤΩΝ ΠΕΤΡΕΛΑΙΩΝ: [53, 1916, 422, 1949]
- article-text: ΒΕΛΦΑΣΤ, 17 (Ρώυτερ). — Νέαι ἐκρήξεις σημειώθησαν εἰς διάφορα σημεῖα τῆς πόλεως. Αἱ ἀρχαὶ ἔλαβον αὐστηρὰ μέτρα ἀσφαλείας καὶ αἱ ἔρευναι συνεχίζονται. ΒΕΛΦΑΣΤ, 17 (Ρώυτερ). — Νέαι ἐκρήξεις σημειώθησαν εἰς διάφορα σημεῖα τῆς πόλεως. Αἱ ἀρχαὶ ἔλαβον αὐστηρὰ μέτρα ἀσφαλείας καὶ αἱ ἔρευναι συνεχίζονται.: [449, 1546, 592, 1720]
- license-text-3: ΑΠΟΦΑΣΙΣ ΔΙΑ ΣΑΪΓΚΟΝ, 17 (Ἡνωμ. Τύπος). — Αἱ μάχαι συνεχίζονται εἰς τὴν περιοχὴν τῶν συνόρων. Αἱ ἀπώλειαι ἀμφοτέρων τῶν πλευρῶν εἶναι σημαντικαί, κατὰ τὰς ἀνακοινώσεις τῶν στρατιωτικῶν ἀρχῶν.: [970, 1286, 1145, 1463]
- lead-text: ΒΕΡΟΛΙΝΟΝ, 17 (Ρώυτερ). — Αἱ συνομιλίαι μεταξὺ Δυτικῆς καὶ Ἀνατολικῆς Γερμανίας, πρὸς βελτίωσιν τῶν σχέσεων μεταξὺ τῶν δύο χωρῶν, ἐπανελήφθησαν. Ὁ ἐκπρόσωπος τῆς Βόννης ἐδήλωσεν ὅτι αἱ συνομιλίαι θὰ συνεχισθοῦν. ΑΘΗΝΑΙ, 17. — Κατὰ τὴν χθεσινὴν συνεδρίασιν ἐξητάσθησαν τὰ θέματα τῆς ἡμερησίας διατάξεως. Αἱ ἀρμόδιαι ὑπηρεσίαι ἐνημερώθησαν σχετικῶς καὶ ἐλήφθησαν αἱ ἀναγκαῖαι ἀποφάσεις διὰ τὴν ἐφαρμογὴν τῶν μέτρων.: [39, 237, 234, 412]
- article-text: ΒΕΛΦΑΣΤ, 17 (Ρώυτερ). — Νέαι ἐκρήξεις σημειώθησαν εἰς διάφορα σημεῖα τῆς πόλεως. Αἱ ἀρχαὶ ἔλαβον αὐστηρὰ μέτρα ἀσφαλείας καὶ αἱ ἔρευναι συνεχίζονται. ΒΕΛΦΑΣΤ, 17 (Ρώυτερ). — Νέαι ἐκρήξεις σημειώθησαν εἰς διάφορα σημεῖα τῆς πόλεως. Αἱ ἀρχαὶ ἔλαβον αὐστηρὰ μέτρα ἀσφαλείας καὶ αἱ ἔρευναι συνεχίζονται.: [449, 101, 592, 274]
- china-laos-subheadline: Ἀγγλικὴ πρότασις εἰς τὴν Μόσχαν διὰ κοινὸν διάβημα πρὸς τὸ Ἀνόϊ: [624, 117, 1126, 168]
- article-text: ΠΕΚΙΝΟΝ, 17 (Νέα Κίνα). — Τὸ ὑπουργεῖον τῶν Ἐξωτερικῶν ἐξέδωσεν ἀνακοίνωσιν διὰ τῆς ὁποίας καταγγέλλει τὰς παραβιάσεις καὶ ἀπευθύνει σοβαρὰν προειδοποίησιν.: [1350, 1559, 1536, 1631]
- box-canada-budget: Ο ΚΑΝΑΔΙΚΟΣ ΠΡΟΥΠΟΛΟΓΙΣΜΟΣ: [1351, 1752, 1537, 1789]
- box-paratroopers: ΡΙΨΕΙΣ ΑΛΕΞΙΠΤΩΤΙΣΤΩΝ: [788, 557, 962, 580]
- license-text-2: ΣΑΪΓΚΟΝ, 17 (Ἡνωμ. Τύπος). — Αἱ μάχαι συνεχίζονται εἰς τὴν περιοχὴν τῶν συνόρων. Αἱ ἀπώλειαι ἀμφοτέρων τῶν πλευρῶν εἶναι σημαντικαί, κατὰ τὰς ἀνακοινώσεις τῶν στρατιωτικῶν ἀρχῶν. ΣΑΪΓΚΟΝ, 17 (Ἡνωμ. Τύπος). — Αἱ μάχαι συνεχίζονται εἰς τὴν περιοχὴν τῶν συνόρων. Αἱ ἀπώλειαι ἀμφοτέρων τῶν πλευρῶν εἶναι σημαντικαί, κατὰ τὰς ἀνακοινώσεις τῶν στρατιωτικῶν ἀρχῶν.: [788, 1285, 962, 1459]
- article-text: ΠΕΚΙΝΟΝ, 17 (Νέα Κίνα). — Τὸ ὑπουργεῖον τῶν Ἐξωτερικῶν ἐξέδωσεν ἀνακοίνωσιν διὰ τῆς ὁποίας καταγγέλλει τὰς παραβιάσεις καὶ ἀπευθύνει σοβαρὰν προειδοποίησιν. ΠΕΚΙΝΟΝ, 17 (Νέα Κίνα). — Τὸ ὑπουργεῖον τῶν Ἐξωτερικῶν ἐξέδωσεν ἀνακοίνωσιν διὰ τῆς ὁποίας καταγγέλλει τὰς παραβιάσεις καὶ ἀπευθύνει σοβαρὰν προειδοποίησιν.: [1350, 778, 1536, 927]
- box-citizen: ΑΠΟΘΑΝΩΝ ΠΟΛΙΤΗΣ: [970, 996, 1145, 1019]
- box-council: ΔΙΑΛΥΣΙΣ ΣΥΜΒΟΥΛΙΟΥ: [970, 1111, 1145, 1134]
- article-text: ΠΕΚΙΝΟΝ, 17 (Νέα Κίνα). — Τὸ ὑπουργεῖον τῶν Ἐξωτερικῶν ἐξέδωσεν ἀνακοίνωσιν διὰ τῆς ὁποίας καταγγέλλει τὰς παραβιάσεις καὶ ἀπευθύνει σοβαρὰν προειδοποίησιν.: [1350, 1791, 1536, 1863]
- oil-text-2: ΑΘΗΝΑΙ, 17. — Κατὰ τὴν χθεσινὴν συνεδρίασιν ἐξητάσθησαν τὰ θέματα τῆς ἡμερησίας διατάξεως. Αἱ ἀρμόδιαι ὑπηρεσίαι ἐνημερώθησαν σχετικῶς καὶ ἐλήφθησαν αἱ ἀναγκαῖαι ἀποφάσεις διὰ τὴν ἐφαρμογὴν τῶν μέτρων. ΑΘΗΝΑΙ, 17. — Κατὰ τὴν χθεσινὴν συνεδρίασιν ἐξητάσθησαν τὰ θέματα τῆς ἡμερησίας διατάξεως. Αἱ ἀρμόδιαι ὑπηρεσίαι ἐνημερώθησαν σχετικῶς καὶ ἐλήφθησαν αἱ ἀναγκαῖαι ἀποφάσεις διὰ τὴν ἐφαρμογὴν τῶν μέτρων.: [241, 1961, 436, 2136]
- article-text: ΒΕΛΦΑΣΤ, 17 (Ρώυτερ). — Νέαι ἐκρήξεις σημειώθησαν εἰς διάφορα σημεῖα τῆς πόλεως. Αἱ ἀρχαὶ ἔλαβον αὐστηρὰ μέτρα ἀσφαλείας καὶ αἱ ἔρευναι συνεχίζονται. ΒΕΛΦΑΣΤ, 17 (Ρώυτερ). — Νέαι ἐκρήξεις σημειώθησαν εἰς διάφορα σημεῖα τῆς πόλεως. Αἱ ἀρχαὶ ἔλαβον αὐστηρὰ μέτρα ἀσφαλείας καὶ αἱ ἔρευναι συνεχίζονται.: [449, 849, 592, 1023]
- employees-headline: ΣΥΓΚΕΝΤΡΩΣΙΣ ΣΗΜΕΡΟΝ Η ΣΥΛΛΟΓΙΚΗ ΔΙΑΦΟΡΑ ΥΠΑΛΛΗΛΩΝ ΓΡΑΦΕΙΩΝ ΚΑΙ ΑΝΩΝΥΜΩΝ ΕΤΑΙΡΕΙΩΝ: [451, 556, 590, 619]
- box-church-money: Η ΔΙΑΧΕΙΡΙΣΙΣ ΤΟΥ ΧΡΗΜΑΤΟΣ ΤΗΣ ΕΚΚΛΗΣΙΑΣ: [39, 894, 234, 931]
- germany-text-2: ΑΘΗΝΑΙ, 17. — Κατὰ τὴν χθεσινὴν συνεδρίασιν ἐξητάσθησαν τὰ θέματα τῆς ἡμερησίας διατάξεως. Αἱ ἀρμόδιαι ὑπηρεσίαι ἐνημερώθησαν σχετικῶς καὶ ἐλήφθησαν αἱ ἀναγκαῖαι ἀποφάσεις διὰ τὴν ἐφαρμογὴν τῶν μέτρων.: [241, 1403, 436, 1488]
- china-laos-headline: ΣΤΡΑΤΙΩΤΙΚΟΥΣ ΣΥΜΒΟΥΛΟΥΣ ΕΤΟΙΜΑΖΕΤΑΙ Η ΚΙΝΑ ΝΑ ΑΠΟΣΤΕΙΛΗ ΕΙΣ ΤΟ ΛΑΟΣ: [615, 22, 1135, 115]
- tito-subheadline: Ὑπόμνημα τῆς ΗΑΔ πρὸς τὸν Γιάρριγκ καὶ τὰς τέσσαρας μεγάλας δυνάμεις: [618, 823, 1132, 869]
- box-prime-minister: Ο Κ. ΠΡΩΘΥΠΟΥΡΓΟΣ ΠΡΟΣΩΡΙΝΟΣ ΥΠΟΥΡΓΟΣ ΠΑΙΔΕΙΑΣ: [39, 494, 234, 544]
- column-right: [1158, 22, 1536, 2320]
- box-fiat-strike: ΑΠΗΡΓΗΣΑΝ ΟΙ ΕΡΓΑΤΑΙ ΤΗΣ «ΦΙΑΤ»: [39, 1770, 234, 1808]
- column-narrow: [449, 22, 592, 2320]
- column-rule: [443, 22, 444, 2320]
- article-text: ΒΕΛΦΑΣΤ, 17 (Ρώυτερ). — Νέαι ἐκρήξεις σημειώθησαν εἰς διάφορα σημεῖα τῆς πόλεως. Αἱ ἀρχαὶ ἔλαβον αὐστηρὰ μέτρα ἀσφαλείας καὶ αἱ ἔρευναι συνεχίζονται. ΒΕΛΦΑΣΤ, 17 (Ρώυτερ). — Νέαι ἐκρήξεις σημειώθησαν εἰς διάφορα σημεῖα τῆς πόλεως. Αἱ ἀρχαὶ ἔλαβον αὐστηρὰ μέτρα ἀσφαλείας καὶ αἱ ἔρευναι συνεχίζονται.: [449, 368, 592, 541]
- box-blast-furnace: ΤΕΡΑΣΤΙΑ ΥΨΙΚΑΜΙΝΟΣ ΕΙΣ ΡΩΣΣΙΑΝ: [39, 1641, 234, 1678]
- heart-text-2: ΠΕΚΙΝΟΝ, 17 (Νέα Κίνα). — Τὸ ὑπουργεῖον τῶν Ἐξωτερικῶν ἐξέδωσεν ἀνακοίνωσιν διὰ τῆς ὁποίας καταγγέλλει τὰς παραβιάσεις καὶ ἀπευθύνει σοβαρὰν προειδοποίησιν. ΠΕΚΙΝΟΝ, 17 (Νέα Κίνα). — Τὸ ὑπουργεῖον τῶν Ἐξωτερικῶν ἐξέδωσεν ἀνακοίνωσιν διὰ τῆς ὁποίας καταγγέλλει τὰς παραβιάσεις καὶ ἀπευθύνει σοβαρὰν προειδοποίησιν.: [1350, 1292, 1536, 1441]
- brazil-text: ΠΕΚΙΝΟΝ, 17 (Νέα Κίνα). — Τὸ ὑπουργεῖον τῶν Ἐξωτερικῶν ἐξέδωσεν ἀνακοίνωσιν διὰ τῆς ὁποίας καταγγέλλει τὰς παραβιάσεις καὶ ἀπευθύνει σοβαρὰν προειδοποίησιν. ΠΕΚΙΝΟΝ, 17 (Νέα Κίνα). — Τὸ ὑπουργεῖον τῶν Ἐξωτερικῶν ἐξέδωσεν ἀνακοίνωσιν διὰ τῆς ὁποίας καταγγέλλει τὰς παραβιάσεις καὶ ἀπευθύνει σοβαρὰν προειδοποίησιν.: [1158, 1925, 1344, 2074]
- warships-headline: Ἀμερικανικὰ πολεμικὰ παρεβίασαν δύο φορὰς τὰ κινεζικὰ χωρικὰ ὕδατα: [1170, 22, 1524, 98]
- column-rule: [598, 22, 599, 2320]
- weather-headline: ΔΥΣΤΑΤΟΣ ΝΕΦΕΛΩΔΗΣ ΠΡΟΒΛΕΠΕΤΑΙ Ο ΣΗΜΕΡΙΝΟΣ ΚΑΙΡΟΣ: [457, 1507, 584, 1544]
- article-text: ΑΘΗΝΑΙ, 17. — Κατὰ τὴν χθεσινὴν συνεδρίασιν ἐξητάσθησαν τὰ θέματα τῆς ἡμερησίας διατάξεως. Αἱ ἀρμόδιαι ὑπηρεσίαι ἐνημερώθησαν σχετικῶς καὶ ἐλήφθησαν αἱ ἀναγκαῖαι ἀποφάσεις διὰ τὴν ἐφαρμογὴν τῶν μέτρων.: [39, 547, 234, 632]
- china-laos-text: ΧΟΓΚ ΚΟΓΚ, 17. (Ρώυτερ). — Ἡ ἐφημερὶς «Σταρ» τοῦ Χὸγκ Κὸγκ γράφει ὅτι ἡ Κίνα ἑτοιμάζεται νὰ ἀποστείλῃ 2.000 στρατιωτικοὺς συμβούλους εἰς τὸ Λάος. ΣΑΪΓΚΟΝ, 17 (Ἡνωμ. Τύπος). — Αἱ μάχαι συνεχίζονται εἰς τὴν περιοχὴν τῶν συνόρων. Αἱ ἀπώλειαι ἀμφοτέρων τῶν πλευρῶν εἶναι σημαντικαί, κατὰ τὰς ἀνακοινώσεις τῶν στρατιωτικῶν ἀρχῶν. ΣΑΪΓΚΟΝ, 17 (Ἡνωμ. Τύπος). — Αἱ μάχαι συνεχίζονται εἰς τὴν περιοχὴν τῶν συνόρων. Αἱ ἀπώλειαι ἀμφοτέρων τῶν πλευρῶν εἶναι σημαντικαί, κατὰ τὰς ἀνακοινώσεις τῶν στρατιωτικῶν ἀρχῶν.: [606, 174, 780, 413]
- pattakos-headline: Ο Κ. ΠΑΤΤΑΚΟΣ ΤΕΡΜΑΤΙΣΑΣ ΤΗΝ ΠΕΡΙΟΔΕΙΑΝ ΕΙΣ ΤΗΝ ΑΙΓΥΠΤΟΝ ΚΑΙ ΤΗΝ ΑΙΘΙΟΠΙΑΝ ΕΠΙΣΤΡΕΦΕΙ ΤΗΝ ΜΕΣΗΜΒΡΙΑΝ ΕΙΣ ΑΘΗΝΑΣ: [47, 427, 428, 477]
- license-headline: ΑΠΛΟΠΟΙΕΙΤΑΙ Η ΔΙΑΔΙΚΑΣΙΑ ΧΟΡΗΓΗΣΕΩΣ ΑΔΕΙΩΝ ΚΥΚΛΟΦΟΡΙΑΣ ΑΥΤΟΚΙΝΗΤΩΝ ΔΙΑ ΤΗΝ ΕΥΞΗΡΕΤΗΣΙΝ ΤΩΝ ΕΠΙΧΕΙΡΗΣΕΩΝ: [632, 1238, 1118, 1271]
- box-cairo: ΤΟ ΚΑΪΡΟΝ ΠΙΕΖΕΙ: [606, 955, 780, 978]
- pakistan-headline: ΤΟ ΠΑΚΙΣΤΑΝ ΠΡΟΣΕΦΥΓΕΝ ΕΙΣ ΤΑ ΗΝΩΜΕΝΑ ΕΘΝΗ ΔΙΑ ΤΗΝ ΔΙΑΦΟΡΑΝ ΤΟΥ ΜΕΤΑ ΤΟΥ ΝΕΟΥ ΔΕΛΧΙ: [1169, 316, 1525, 347]
- khe-sanh-text: ΚΟΥΑΝΓΚ ΤΡΙ, Νότιον Βιετνάμ, 17 (Ρώυτερ). — Ἀμερικανικαὶ στρατιωτικαὶ δυνάμεις ἐπολιορκήθησαν εἰς τὴν περιοχὴν τοῦ Κε Σάν ἀπὸ μονάδας τοῦ Βορείου Βιετνάμ. ΣΑΪΓΚΟΝ, 17 (Ἡνωμ. Τύπος). — Αἱ μάχαι συνεχίζονται εἰς τὴν περιοχὴν τῶν συνόρων. Αἱ ἀπώλειαι ἀμφοτέρων τῶν πλευρῶν εἶναι σημαντικαί, κατὰ τὰς ἀνακοινώσεις τῶν στρατιωτικῶν ἀρχῶν. ΣΑΪΓΚΟΝ, 17 (Ἡνωμ. Τύπος). — Αἱ μάχαι συνεχίζονται εἰς τὴν περιοχὴν τῶν συνόρων. Αἱ ἀπώλειαι ἀμφοτέρων τῶν πλευρῶν εἶναι σημαντικαί, κατὰ τὰς ἀνακοινώσεις τῶν στρατιωτικῶν ἀρχῶν.: [606, 468, 780, 718]
- warships-subheadline: ΑΥΣΤΗΡΟΤΑΤΗ ΠΡΟΕΙΔΟΠΟΙΗΣΙΣ ΕΞΕΔΟΘΗ ΥΠΟ ΤΟΥ ΠΕΚΙΝΟΥ: [1173, 108, 1521, 142]
- husak-text: ΠΕΚΙΝΟΝ, 17 (Νέα Κίνα). — Τὸ ὑπουργεῖον τῶν Ἐξωτερικῶν ἐξέδωσεν ἀνακοίνωσιν διὰ τῆς ὁποίας καταγγέλλει τὰς παραβιάσεις καὶ ἀπευθύνει σοβαρὰν προειδοποίησιν. ΠΕΚΙΝΟΝ, 17 (Νέα Κίνα). — Τὸ ὑπουργεῖον τῶν Ἐξωτερικῶν ἐξέδωσεν ἀνακοίνωσιν διὰ τῆς ὁποίας καταγγέλλει τὰς παραβιάσεις καὶ ἀπευθύνει σοβαρὰν προειδοποίησιν. ΠΕΚΙΝΟΝ, 17 (Νέα Κίνα). — Τὸ ὑπουργεῖον τῶν Ἐξωτερικῶν ἐξέδωσεν ἀνακοίνωσιν διὰ τῆς ὁποίας καταγγέλλει τὰς παραβιάσεις καὶ ἀπευθύνει σοβαρὰν προειδοποίησιν. ΠΕΚΙΝΟΝ, 17 (Νέα Κίνα). — Τὸ ὑπουργεῖον τῶν Ἐξωτερικῶν ἐξέδωσεν ἀνακοίνωσιν διὰ τῆς ὁποίας καταγγέλλει τὰς παραβιάσεις καὶ ἀπευθύνει σοβαρὰν προειδοποίησιν.: [1158, 1502, 1344, 1805]
- article-text: ΠΕΚΙΝΟΝ, 17 (Νέα Κίνα). — Τὸ ὑπουργεῖον τῶν Ἐξωτερικῶν ἐξέδωσεν ἀνακοίνωσιν διὰ τῆς ὁποίας καταγγέλλει τὰς παραβιάσεις καὶ ἀπευθύνει σοβαρὰν προειδοποίησιν.: [1350, 1674, 1536, 1748]
- box-snowfall: ΧΙΟΝΟΠΤΩΣΕΙΣ ΕΙΣ ΤΑ ΟΡΕΙΝΑ ΤΗΣ ΗΠΕΙΡΟΥ: [39, 765, 234, 802]
- china-pakistan-headline: ΑΠΟΚΑΤΕΣΤΑΘΗΣΑΝ ΑΙ ΕΠΙΚΟΙΝΩΝΙΑΙ ΜΕΤΑΞΥ ΚΙΝΑΣ ΚΑΙ ΠΑΚΙΣΤΑΝ: [458, 1366, 583, 1404]
- imports-text: ΠΕΚΙΝΟΝ, 17 (Νέα Κίνα). — Τὸ ὑπουργεῖον τῶν Ἐξωτερικῶν ἐξέδωσεν ἀνακοίνωσιν διὰ τῆς ὁποίας καταγγέλλει τὰς παραβιάσεις καὶ ἀπευθύνει σοβαρὰν προειδοποίησιν. ΠΕΚΙΝΟΝ, 17 (Νέα Κίνα). — Τὸ ὑπουργεῖον τῶν Ἐξωτερικῶν ἐξέδωσεν ἀνακοίνωσιν διὰ τῆς ὁποίας καταγγέλλει τὰς παραβιάσεις καὶ ἀπευθύνει σοβαρὰν προειδοποίησιν. ΠΕΚΙΝΟΝ, 17 (Νέα Κίνα). — Τὸ ὑπουργεῖον τῶν Ἐξωτερικῶν ἐξέδωσεν ἀνακοίνωσιν διὰ τῆς ὁποίας καταγγέλλει τὰς παραβιάσεις καὶ ἀπευθύνει σοβαρὰν προειδοποίησιν.: [1158, 1007, 1344, 1233]
- soviet-subs-headline: ΣΟΒΙΕΤΙΚΩΝ ΠΥΡΗΝΟΚΙΝΗΤΩΝ ΥΠΟΒΡΥΧΙΩΝ ΕΙΣ ΤΗΝ ΚΟΥΒΑΝ: [462, 25, 579, 74]
- article-text: ΒΕΛΦΑΣΤ, 17 (Ρώυτερ). — Νέαι ἐκρήξεις σημειώθησαν εἰς διάφορα σημεῖα τῆς πόλεως. Αἱ ἀρχαὶ ἔλαβον αὐστηρὰ μέτρα ἀσφαλείας καὶ αἱ ἔρευναι συνεχίζονται. ΒΕΛΦΑΣΤ, 17 (Ρώυτερ). — Νέαι ἐκρήξεις σημειώθησαν εἰς διάφορα σημεῖα τῆς πόλεως. Αἱ ἀρχαὶ ἔλαβον αὐστηρὰ μέτρα ἀσφαλείας καὶ αἱ ἔρευναι συνεχίζονται.: [449, 620, 592, 795]
- germany-headline: Η ΓΕΡΜΑΝΙΑ ΕΠΙΔΙΩΚΕΙ, ΚΑΤΑ ΤΗΝ Β. ΚΟΡΕΑΝ ΝΑ ΔΙΕΙΣΔΥΣΗ ΟΙΚΟΝΟΜΙΚΩΣ ΕΙΣ ΤΗΝ ΝΟΤΙΟΝ: [69, 1358, 407, 1390]
- article-text: ΒΕΛΦΑΣΤ, 17 (Ρώυτερ). — Νέαι ἐκρήξεις σημειώθησαν εἰς διάφορα σημεῖα τῆς πόλεως. Αἱ ἀρχαὶ ἔλαβον αὐστηρὰ μέτρα ἀσφαλείας καὶ αἱ ἔρευναι συνεχίζονται.: [449, 1762, 592, 1848]
- belfast-headline: ΝΕΑΙ ΕΚΡΗΞΕΙΣ ΣΥΝΕΚΛΟΝΙΣΑΝ ΤΟ ΜΠΕΛΦΑΣΤ: [465, 288, 576, 329]
- box-usa: ΑΝΕΚΟΙΝΩΘΗ ΕΝ ΗΠΑ: [449, 77, 592, 99]
- husak-headline: Ο ΧΟΥΖΑΚ ΔΙΑΨΕΥΔΕΙ ΚΑΤΗΓΟΡΗΜΑΤΙΚΩΣ ΤΗΝ ΔΙΕΞΑΓΩΓΗΝ ΝΕΩΝ ΠΟΛΙΤΙΚΩΝ ΔΙΚΩΝ: [1186, 1458, 1508, 1489]
